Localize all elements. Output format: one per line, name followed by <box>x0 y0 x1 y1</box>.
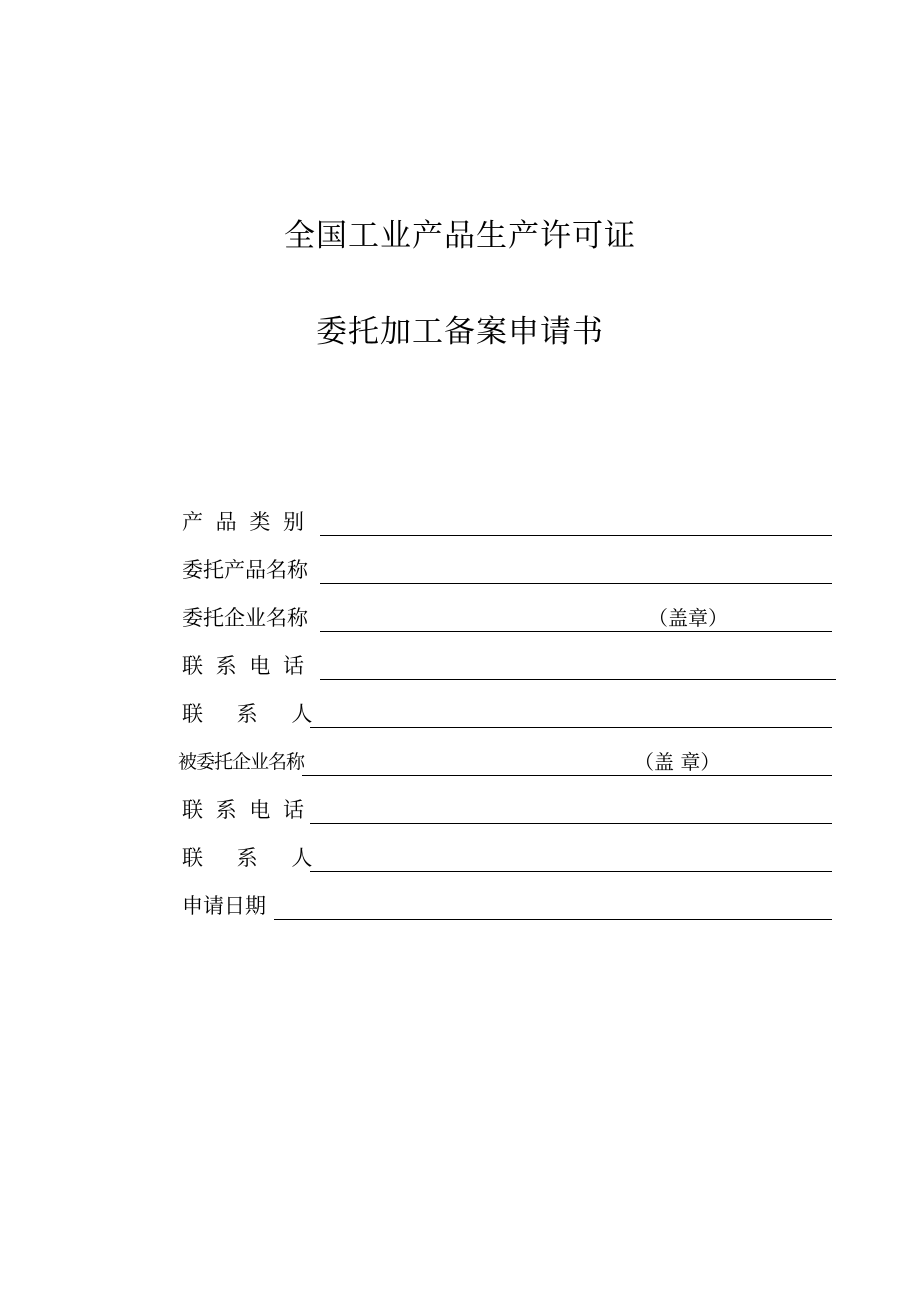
field-label: 委托产品名称 <box>182 558 308 582</box>
seal-note: （盖 章） <box>634 750 721 774</box>
field-entrusting-company-name <box>182 602 832 632</box>
field-label: 联 系 人 <box>182 702 315 726</box>
field-contact-phone-1 <box>182 650 836 680</box>
field-contact-person-2 <box>182 842 832 872</box>
field-label: 联 系 电 话 <box>182 798 308 822</box>
field-product-category <box>182 506 832 536</box>
field-entrusted-product-name <box>182 554 832 584</box>
field-contact-person-1 <box>182 698 832 728</box>
document-title-line-1: 全国工业产品生产许可证 <box>284 218 636 254</box>
field-label: 被委托企业名称 <box>178 751 305 773</box>
field-label: 产 品 类 别 <box>182 510 308 534</box>
fill-in-line[interactable] <box>302 775 832 776</box>
seal-note: （盖章） <box>648 606 728 630</box>
field-entrusted-company-name <box>178 746 832 776</box>
field-label: 联 系 电 话 <box>182 654 308 678</box>
field-contact-phone-2 <box>182 794 832 824</box>
fill-in-line[interactable] <box>274 919 832 920</box>
fill-in-line[interactable] <box>310 727 832 728</box>
fill-in-line[interactable] <box>320 583 832 584</box>
document-title-line-2: 委托加工备案申请书 <box>316 314 604 350</box>
fill-in-line[interactable] <box>320 631 832 632</box>
fill-in-line[interactable] <box>320 535 832 536</box>
field-label: 委托企业名称 <box>182 606 308 630</box>
field-label: 申请日期 <box>182 894 266 918</box>
fill-in-line[interactable] <box>310 823 832 824</box>
fill-in-line[interactable] <box>310 871 832 872</box>
field-application-date <box>182 890 832 920</box>
fill-in-line[interactable] <box>320 679 836 680</box>
field-label: 联 系 人 <box>182 846 315 870</box>
